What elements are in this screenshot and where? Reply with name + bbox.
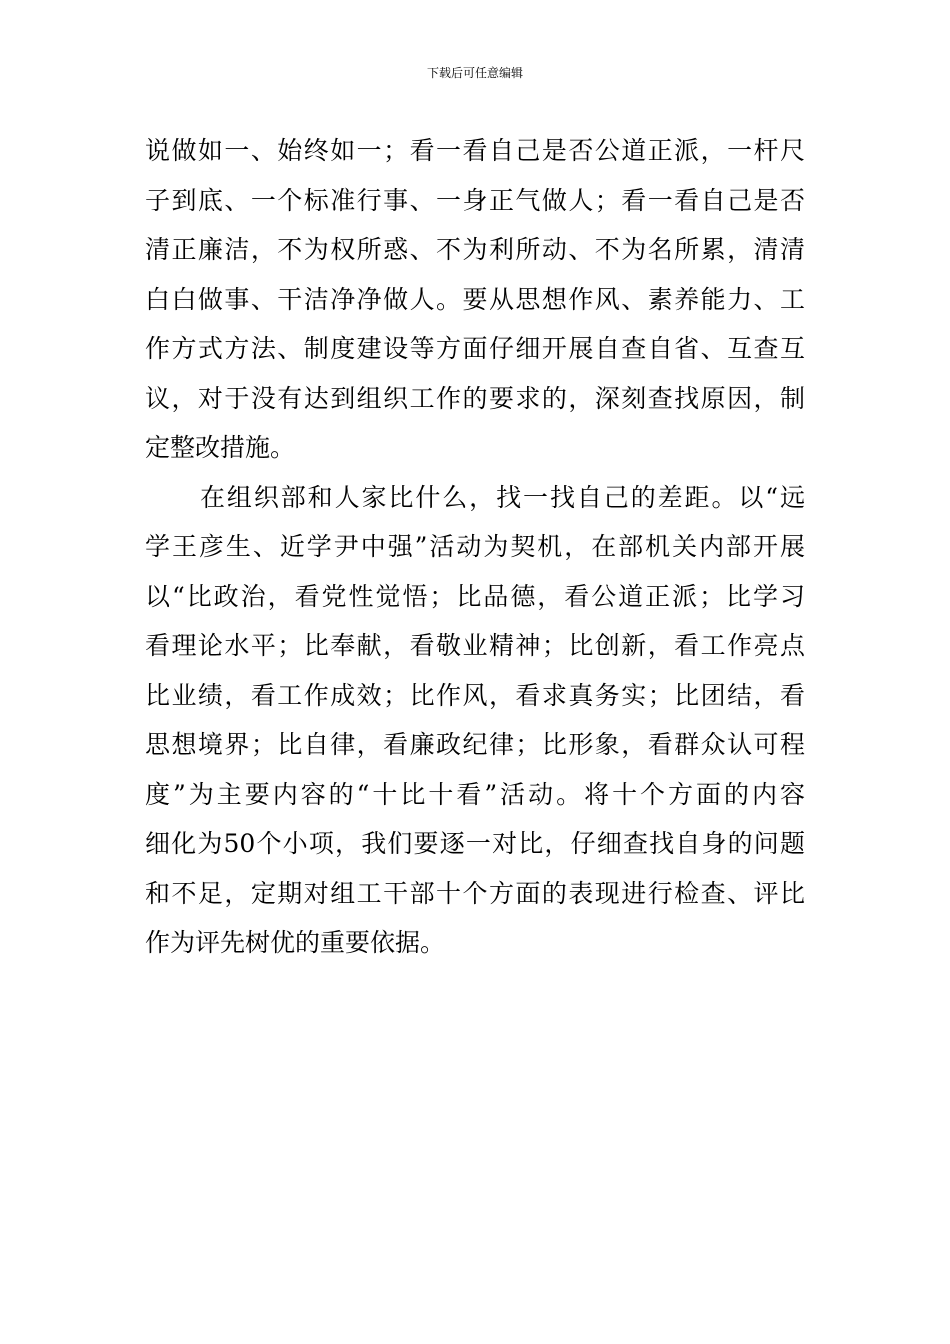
text-line: 学王彦生、近学尹中强”活动为契机，在部机关内部开展 [145, 532, 805, 561]
text-line: 清正廉洁，不为权所惑、不为利所动、不为名所累，清清 [145, 235, 805, 264]
text-line: 定整改措施。 [145, 433, 296, 462]
page-header: 下载后可任意编辑 [426, 66, 523, 80]
paragraph-2 [145, 473, 805, 968]
text-line: 子到底、一个标准行事、一身正气做人；看一看自己是否 [145, 185, 805, 215]
text-line: 白白做事、干洁净净做人。要从思想作风、素养能力、工 [145, 284, 805, 314]
text-line: 比业绩，看工作成效；比作风，看求真务实；比团结，看 [145, 680, 805, 710]
text-line: 度”为主要内容的“十比十看”活动。将十个方面的内容 [145, 779, 805, 809]
text-line: 议，对于没有达到组织工作的要求的，深刻查找原因，制 [145, 383, 805, 413]
text-line: 和不足，定期对组工干部十个方面的表现进行检查、评比 [145, 878, 805, 908]
text-line: 在组织部和人家比什么，找一找自己的差距。以“远 [200, 482, 805, 512]
text-line: 说做如一、始终如一；看一看自己是否公道正派，一杆尺 [145, 136, 805, 165]
paragraph-1 [145, 126, 805, 473]
text-line: 思想境界；比自律，看廉政纪律；比形象，看群众认可程 [145, 730, 805, 759]
text-line: 看理论水平；比奉献，看敬业精神；比创新，看工作亮点 [145, 631, 805, 660]
text-line: 作方式方法、制度建设等方面仔细开展自查自省、互查互 [145, 334, 805, 363]
text-line: 细化为50个小项，我们要逐一对比，仔细查找自身的问题 [145, 829, 805, 858]
text-line: 以“比政治，看党性觉悟；比品德，看公道正派；比学习 [145, 581, 805, 611]
text-line: 作为评先树优的重要依据。 [145, 928, 446, 957]
document-body [145, 126, 805, 968]
